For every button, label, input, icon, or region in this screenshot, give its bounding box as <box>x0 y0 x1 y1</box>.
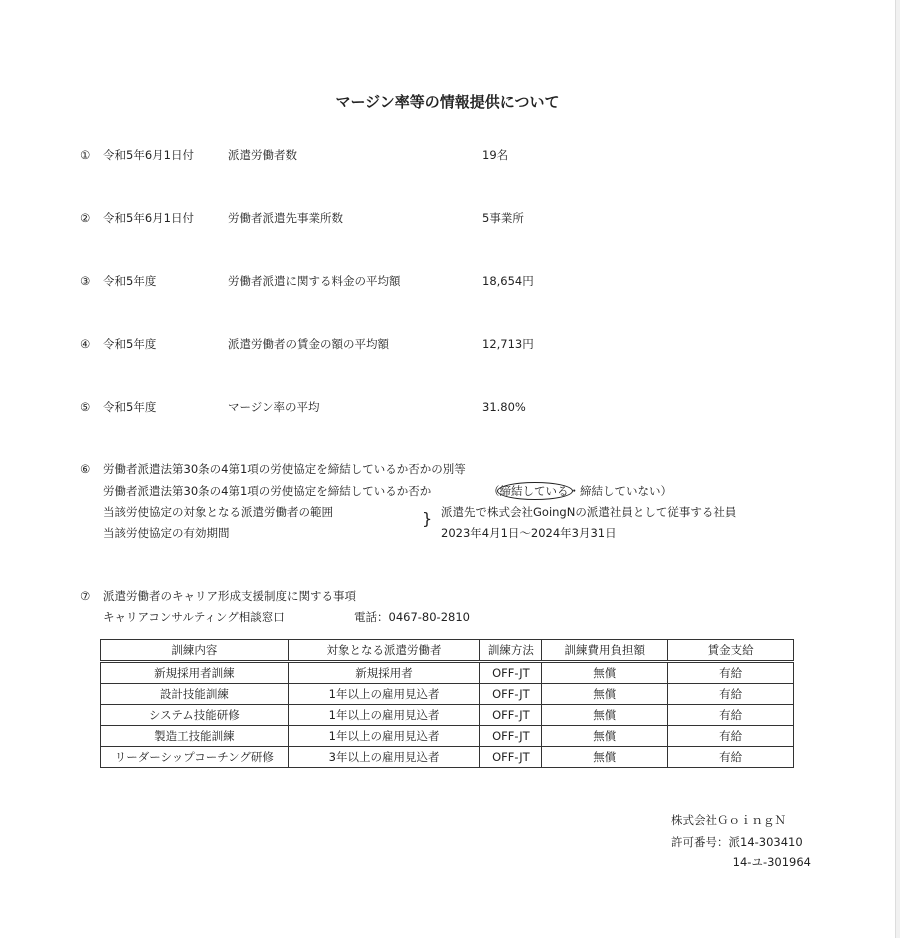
item-value: 12,713円 <box>482 337 534 351</box>
table-cell: OFF-JT <box>480 747 542 768</box>
selection-circle <box>497 482 573 500</box>
table-cell: リーダーシップコーチング研修 <box>101 747 289 768</box>
table-cell: 有給 <box>668 726 794 747</box>
brace: } <box>422 509 433 528</box>
scope-label: 当該労使協定の対象となる派遣労働者の範囲 <box>103 505 333 519</box>
table-row <box>101 705 794 726</box>
item-num: ③ <box>80 274 91 288</box>
section-6-heading: 労働者派遣法第30条の4第1項の労使協定を締結しているか否かの別等 <box>103 462 466 476</box>
table-cell: OFF-JT <box>480 662 542 684</box>
table-cell: 製造工技能訓練 <box>101 726 289 747</box>
item-num: ② <box>80 211 91 225</box>
section-7-number: ⑦ <box>80 589 91 603</box>
item-value: 31.80% <box>482 400 526 414</box>
table-row <box>101 726 794 747</box>
item-value: 19名 <box>482 148 509 162</box>
table-cell: 有給 <box>668 747 794 768</box>
column-header: 対象となる派遣労働者 <box>288 640 480 662</box>
training-table <box>100 639 794 768</box>
column-header: 訓練内容 <box>101 640 289 662</box>
phone-number: 電話：0467-80-2810 <box>354 610 470 624</box>
section-6-number: ⑥ <box>80 462 91 476</box>
company-name: 株式会社ＧｏｉｎｇＮ <box>671 813 786 827</box>
item-date: 令和5年度 <box>103 274 157 288</box>
item-date: 令和5年度 <box>103 337 157 351</box>
table-cell: 有給 <box>668 684 794 705</box>
scope-value: 派遣先で株式会社GoingNの派遣社員として従事する社員 <box>441 505 737 519</box>
table-cell: システム技能研修 <box>101 705 289 726</box>
license-number-2: 14-ユ-301964 <box>732 855 811 869</box>
table-row <box>101 747 794 768</box>
table-cell: 有給 <box>668 662 794 684</box>
license-number: 許可番号：派14-303410 <box>671 835 803 849</box>
item-label: 労働者派遣に関する料金の平均額 <box>228 274 401 288</box>
item-num: ① <box>80 148 91 162</box>
table-cell: 有給 <box>668 705 794 726</box>
item-date: 令和5年6月1日付 <box>103 148 194 162</box>
page-title: マージン率等の情報提供について <box>335 93 560 111</box>
column-header: 賃金支給 <box>668 640 794 662</box>
item-value: 18,654円 <box>482 274 534 288</box>
table-header-row <box>101 640 794 662</box>
table-cell: 1年以上の雇用見込者 <box>288 726 480 747</box>
item-label: 派遣労働者の賃金の額の平均額 <box>228 337 389 351</box>
item-num: ⑤ <box>80 400 91 414</box>
agreement-options: （ 締結している・締結していない） <box>488 484 672 498</box>
table-row <box>101 684 794 705</box>
item-label: マージン率の平均 <box>228 400 320 414</box>
period-value: 2023年4月1日～2024年3月31日 <box>441 526 617 540</box>
table-cell: 無償 <box>542 747 668 768</box>
item-label: 派遣労働者数 <box>228 148 297 162</box>
table-cell: 1年以上の雇用見込者 <box>288 705 480 726</box>
selected-option: 締結している <box>500 484 569 498</box>
column-header: 訓練方法 <box>480 640 542 662</box>
item-label: 労働者派遣先事業所数 <box>228 211 343 225</box>
table-row <box>101 662 794 684</box>
table-cell: 新規採用者訓練 <box>101 662 289 684</box>
table-cell: 無償 <box>542 662 668 684</box>
consultation-label: キャリアコンサルティング相談窓口 <box>103 610 285 624</box>
table-cell: 新規採用者 <box>288 662 480 684</box>
item-num: ④ <box>80 337 91 351</box>
table-cell: 設計技能訓練 <box>101 684 289 705</box>
item-date: 令和5年6月1日付 <box>103 211 194 225</box>
scrollbar[interactable] <box>895 0 900 938</box>
item-date: 令和5年度 <box>103 400 157 414</box>
section-7-heading: 派遣労働者のキャリア形成支援制度に関する事項 <box>103 589 356 603</box>
table-cell: OFF-JT <box>480 726 542 747</box>
column-header: 訓練費用負担額 <box>542 640 668 662</box>
period-label: 当該労使協定の有効期間 <box>103 526 230 540</box>
table-cell: OFF-JT <box>480 684 542 705</box>
agreement-question: 労働者派遣法第30条の4第1項の労使協定を締結しているか否か <box>103 484 432 498</box>
table-cell: 1年以上の雇用見込者 <box>288 684 480 705</box>
table-cell: 無償 <box>542 705 668 726</box>
table-cell: 3年以上の雇用見込者 <box>288 747 480 768</box>
table-cell: 無償 <box>542 684 668 705</box>
table-cell: OFF-JT <box>480 705 542 726</box>
item-value: 5事業所 <box>482 211 524 225</box>
unselected-option: 締結していない <box>580 484 661 498</box>
table-cell: 無償 <box>542 726 668 747</box>
